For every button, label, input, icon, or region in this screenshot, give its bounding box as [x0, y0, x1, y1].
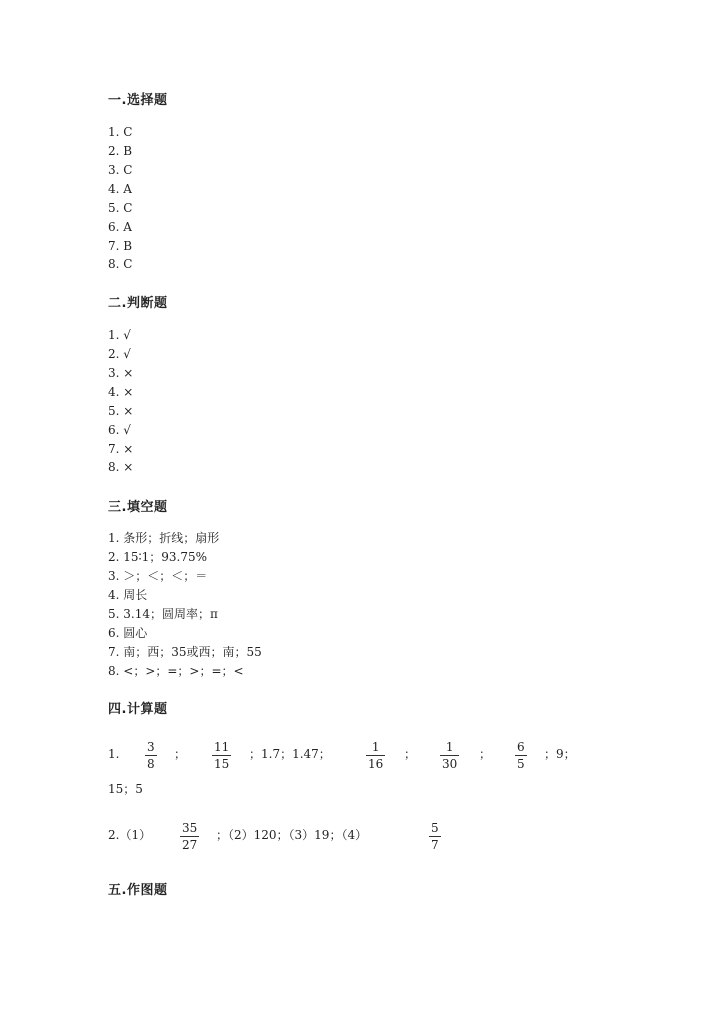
section-choice-title: 一.选择题	[108, 93, 168, 108]
calc-q1-label: 1.	[108, 747, 120, 761]
calc-q1-fraction-1	[145, 740, 157, 771]
judge-answer-8: 8. ×	[108, 460, 134, 474]
choice-answer-6: 6. A	[108, 220, 132, 234]
fill-answer-5: 5. 3.14；圆周率；π	[108, 607, 218, 621]
calc-q1-fraction-3	[366, 740, 385, 771]
fill-answer-1: 1. 条形；折线；扇形	[108, 531, 220, 545]
judge-answer-5: 5. ×	[108, 404, 134, 418]
choice-answer-4: 4. A	[108, 182, 132, 196]
calc-q1-sep-2: ；1.7；1.47；	[249, 747, 331, 761]
judge-answer-1: 1. √	[108, 328, 131, 342]
section-calc-title: 四.计算题	[108, 702, 168, 717]
judge-answer-7: 7. ×	[108, 442, 134, 456]
fill-answer-7: 7. 南；西；35或西；南；55	[108, 645, 262, 659]
judge-answer-2: 2. √	[108, 347, 131, 361]
fraction-denominator: 8	[147, 757, 155, 771]
judge-answer-3: 3. ×	[108, 366, 134, 380]
fraction-denominator: 15	[214, 757, 230, 771]
judge-answer-4: 4. ×	[108, 385, 134, 399]
fraction-denominator: 16	[368, 757, 384, 771]
choice-answer-5: 5. C	[108, 201, 133, 215]
choice-answer-7: 7. B	[108, 239, 133, 253]
fraction-numerator: 5	[431, 821, 439, 835]
fraction-denominator: 5	[517, 757, 525, 771]
fill-answer-4: 4. 周长	[108, 588, 148, 602]
fill-answer-8: 8. <；>；=；>；=；<	[108, 664, 244, 678]
fill-answer-6: 6. 圆心	[108, 626, 148, 640]
fraction-bar	[212, 755, 231, 756]
calc-q1-sep-4: ；	[479, 747, 492, 761]
fraction-bar	[145, 755, 157, 756]
fraction-bar	[180, 836, 199, 837]
calc-q1-sep-3: ；	[404, 747, 417, 761]
calc-q2-label: 2.（1）	[108, 828, 152, 842]
calc-q1-fraction-5	[515, 740, 527, 771]
fraction-denominator: 27	[182, 838, 198, 852]
fraction-numerator: 1	[371, 740, 380, 754]
fraction-numerator: 1	[445, 740, 454, 754]
calc-q2-sep-1: ；（2）120；（3）19；（4）	[216, 828, 368, 842]
calc-q1-tail: 15；5	[108, 782, 143, 796]
calc-q1-sep-5: ；9；	[544, 747, 576, 761]
fraction-bar	[515, 755, 527, 756]
calc-q2-fraction-2	[429, 821, 441, 852]
section-judge-title: 二.判断题	[108, 296, 168, 311]
fill-answer-3: 3. ＞；＜；＜；＝	[108, 569, 208, 583]
choice-answer-2: 2. B	[108, 144, 133, 158]
calc-q1-sep-1: ；	[174, 747, 187, 761]
fill-answer-2: 2. 15∶1；93.75%	[108, 550, 208, 564]
section-fill-title: 三.填空题	[108, 500, 168, 515]
fraction-denominator: 7	[431, 838, 439, 852]
fraction-bar	[440, 755, 459, 756]
calc-q1-fraction-4	[440, 740, 459, 771]
section-draw-title: 五.作图题	[108, 883, 168, 898]
fraction-bar	[366, 755, 385, 756]
choice-answer-1: 1. C	[108, 125, 133, 139]
calc-q1-fraction-2	[212, 740, 231, 771]
judge-answer-6: 6. √	[108, 423, 131, 437]
fraction-numerator: 11	[214, 740, 230, 754]
fraction-bar	[429, 836, 441, 837]
fraction-denominator: 30	[442, 757, 458, 771]
fraction-numerator: 35	[182, 821, 198, 835]
fraction-numerator: 6	[517, 740, 525, 754]
fraction-numerator: 3	[147, 740, 155, 754]
calc-q2-fraction-1	[180, 821, 199, 852]
choice-answer-8: 8. C	[108, 257, 133, 271]
choice-answer-3: 3. C	[108, 163, 133, 177]
